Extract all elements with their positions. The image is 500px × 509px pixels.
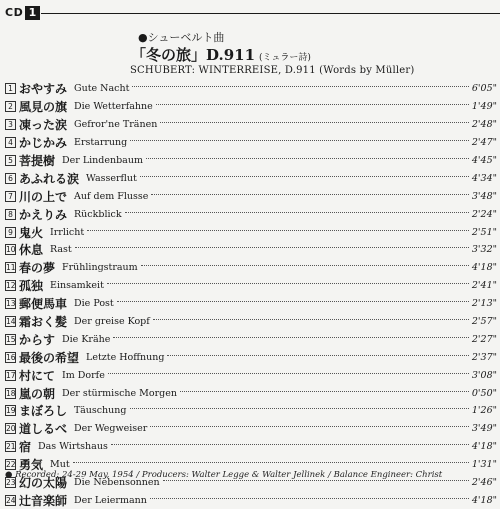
work-title: [131, 44, 311, 65]
track-title-de: Gute Nacht: [74, 83, 130, 95]
track-duration: 3'49": [471, 423, 497, 435]
track-row: [5, 491, 497, 509]
leader-dots: [125, 212, 469, 213]
track-number: 24: [6, 495, 16, 505]
track-number: 21: [6, 442, 16, 452]
track-duration: 2'41": [471, 280, 497, 292]
leader-dots: [167, 355, 468, 356]
leader-dots: [146, 158, 469, 159]
track-title-de: Rückblick: [74, 208, 122, 220]
leader-dots: [87, 230, 469, 231]
track-row: [5, 169, 497, 187]
track-number: 18: [6, 388, 16, 398]
track-title-jp: 最後の希望: [19, 350, 80, 365]
track-duration: 2'13": [471, 298, 497, 310]
track-number: 9: [5, 227, 16, 238]
track-number: 19: [6, 406, 16, 416]
track-title-de: Der Leiermann: [74, 494, 147, 506]
track-title-jp: 郵便馬車: [19, 297, 68, 312]
track-number: 7: [5, 191, 16, 202]
leader-dots: [140, 176, 469, 177]
track-row: [5, 152, 497, 170]
track-title-de: Einsamkeit: [50, 280, 104, 292]
leader-dots: [151, 194, 468, 195]
leader-dots: [150, 498, 469, 499]
work-title-main: 「冬の旅」D.911: [131, 46, 256, 64]
track-duration: 2'57": [471, 316, 497, 328]
track-number: 12: [6, 281, 16, 291]
track-row: [5, 80, 497, 98]
track-duration: 6'05": [471, 83, 497, 95]
track-row: [5, 330, 497, 348]
leader-dots: [160, 122, 469, 123]
track-title-jp: かえりみ: [19, 207, 68, 222]
track-duration: 4'45": [471, 155, 497, 166]
track-duration: 4'18": [471, 441, 497, 453]
leader-dots: [163, 480, 469, 481]
track-title-de: Im Dorfe: [62, 369, 105, 381]
leader-dots: [132, 86, 468, 87]
track-duration: 1'31": [471, 459, 497, 471]
recording-credits: ● Recorded: 24-29 May, 1954 / Producers: Walter Legge & Walter Jellinek / Balance Engineer: Christ: [5, 470, 443, 480]
track-number: 8: [5, 209, 16, 220]
track-row: [5, 205, 497, 223]
lyricist-note: (ミュラー詩): [259, 53, 311, 63]
track-title-de: Gefror'ne Tränen: [74, 119, 158, 131]
track-duration: 2'51": [471, 226, 497, 238]
track-title-jp: 道しるべ: [19, 422, 68, 437]
track-row: [5, 384, 497, 402]
track-row: [5, 223, 497, 241]
track-title-jp: 凍った涙: [19, 118, 68, 133]
track-duration: 2'24": [471, 208, 497, 220]
track-row: [5, 313, 497, 331]
track-title-jp: 宿: [19, 440, 32, 455]
track-title-de: Irrlicht: [50, 226, 85, 238]
track-number: 6: [5, 173, 16, 184]
leader-dots: [107, 283, 469, 284]
leader-dots: [73, 462, 469, 463]
track-title-jp: 風見の旗: [19, 100, 68, 115]
track-title-de: Täuschung: [74, 405, 127, 417]
track-number: 5: [5, 155, 16, 166]
track-title-jp: 菩提樹: [19, 154, 56, 168]
track-row: [5, 134, 497, 152]
leader-dots: [75, 247, 469, 248]
track-title-jp: 鬼火: [19, 225, 44, 240]
track-title-jp: からす: [19, 332, 56, 347]
track-row: [5, 420, 497, 438]
leader-dots: [130, 140, 469, 141]
track-duration: 4'18": [471, 494, 497, 506]
track-number: 4: [5, 137, 16, 148]
track-duration: 2'46": [471, 477, 497, 489]
track-row: [5, 259, 497, 277]
track-title-de: Der Lindenbaum: [62, 155, 143, 166]
track-title-de: Rast: [50, 244, 72, 256]
track-title-jp: 嵐の朝: [19, 386, 56, 401]
track-number: 22: [6, 460, 16, 470]
track-title-de: Der greise Kopf: [74, 316, 150, 328]
track-title-de: Erstarrung: [74, 137, 128, 149]
track-number: 11: [6, 263, 16, 273]
leader-dots: [141, 265, 469, 266]
track-number: 14: [6, 317, 16, 327]
track-title-de: Das Wirtshaus: [38, 441, 108, 453]
track-duration: 1'26": [471, 405, 497, 417]
track-number: 3: [5, 119, 16, 130]
track-number: 15: [6, 334, 16, 344]
leader-dots: [153, 319, 469, 320]
track-title-de: Mut: [50, 459, 70, 471]
track-title-jp: 休息: [19, 243, 44, 258]
track-title-de: Auf dem Flusse: [74, 190, 149, 202]
track-duration: 1'49": [471, 101, 497, 113]
track-title-jp: あふれる涙: [19, 171, 80, 186]
track-number: 13: [6, 299, 16, 309]
leader-dots: [150, 426, 469, 427]
track-row: [5, 438, 497, 456]
track-number: 23: [6, 478, 16, 488]
track-duration: 2'47": [471, 137, 497, 149]
work-subtitle: SCHUBERT: WINTERREISE, D.911 (Words by Müller): [130, 65, 415, 76]
leader-dots: [111, 444, 469, 445]
track-number: 16: [6, 352, 16, 362]
track-title-de: Der stürmische Morgen: [62, 387, 177, 399]
track-row: [5, 98, 497, 116]
track-duration: 4'34": [471, 172, 497, 184]
track-row: [5, 295, 497, 313]
track-title-jp: 孤独: [19, 279, 44, 294]
track-title-de: Frühlingstraum: [62, 262, 138, 274]
track-row: [5, 241, 497, 259]
track-title-de: Die Post: [74, 298, 114, 310]
track-row: [5, 116, 497, 134]
track-number: 10: [6, 245, 16, 255]
disc-number-badge: 1: [25, 6, 40, 20]
track-duration: 2'27": [471, 333, 497, 345]
track-title-de: Der Wegweiser: [74, 423, 148, 435]
track-title-jp: 村にて: [19, 368, 56, 383]
track-duration: 2'37": [471, 351, 497, 363]
track-title-de: Letzte Hoffnung: [86, 351, 165, 363]
leader-dots: [156, 104, 469, 105]
track-duration: 3'32": [471, 244, 497, 256]
track-title-de: Die Krähe: [62, 333, 111, 345]
track-title-jp: 辻音楽師: [19, 493, 68, 508]
track-duration: 0'50": [471, 387, 497, 399]
track-list: [5, 80, 497, 509]
track-duration: 3'08": [471, 369, 497, 381]
track-title-jp: まぼろし: [19, 404, 68, 419]
track-row: [5, 366, 497, 384]
composer-line: ●シューベルト曲: [138, 31, 225, 44]
track-title-jp: 幻の太陽: [19, 476, 68, 491]
track-row: [5, 402, 497, 420]
header-rule: [41, 13, 500, 14]
track-title-de: Die Nebensonnen: [74, 477, 160, 489]
leader-dots: [113, 337, 469, 338]
track-duration: 4'18": [471, 262, 497, 274]
track-number: 2: [5, 101, 16, 112]
leader-dots: [117, 301, 469, 302]
track-duration: 2'48": [471, 119, 497, 131]
track-title-de: Die Wetterfahne: [74, 101, 153, 113]
track-title-jp: 勇気: [19, 458, 44, 473]
track-duration: 3'48": [471, 190, 497, 202]
track-row: [5, 187, 497, 205]
track-number: 1: [5, 83, 16, 94]
track-row: [5, 277, 497, 295]
track-row: [5, 348, 497, 366]
leader-dots: [180, 391, 469, 392]
cd-label: CD: [5, 6, 24, 19]
track-title-de: Wasserflut: [86, 172, 137, 184]
track-title-jp: かじかみ: [19, 136, 68, 151]
track-title-jp: 川の上で: [19, 189, 68, 204]
track-number: 17: [6, 370, 16, 380]
track-title-jp: おやすみ: [19, 82, 68, 97]
leader-dots: [130, 408, 469, 409]
leader-dots: [108, 373, 469, 374]
disc-header: [0, 0, 500, 24]
track-number: 20: [6, 424, 16, 434]
track-title-jp: 春の夢: [19, 261, 56, 276]
track-title-jp: 霜おく髪: [19, 315, 68, 330]
